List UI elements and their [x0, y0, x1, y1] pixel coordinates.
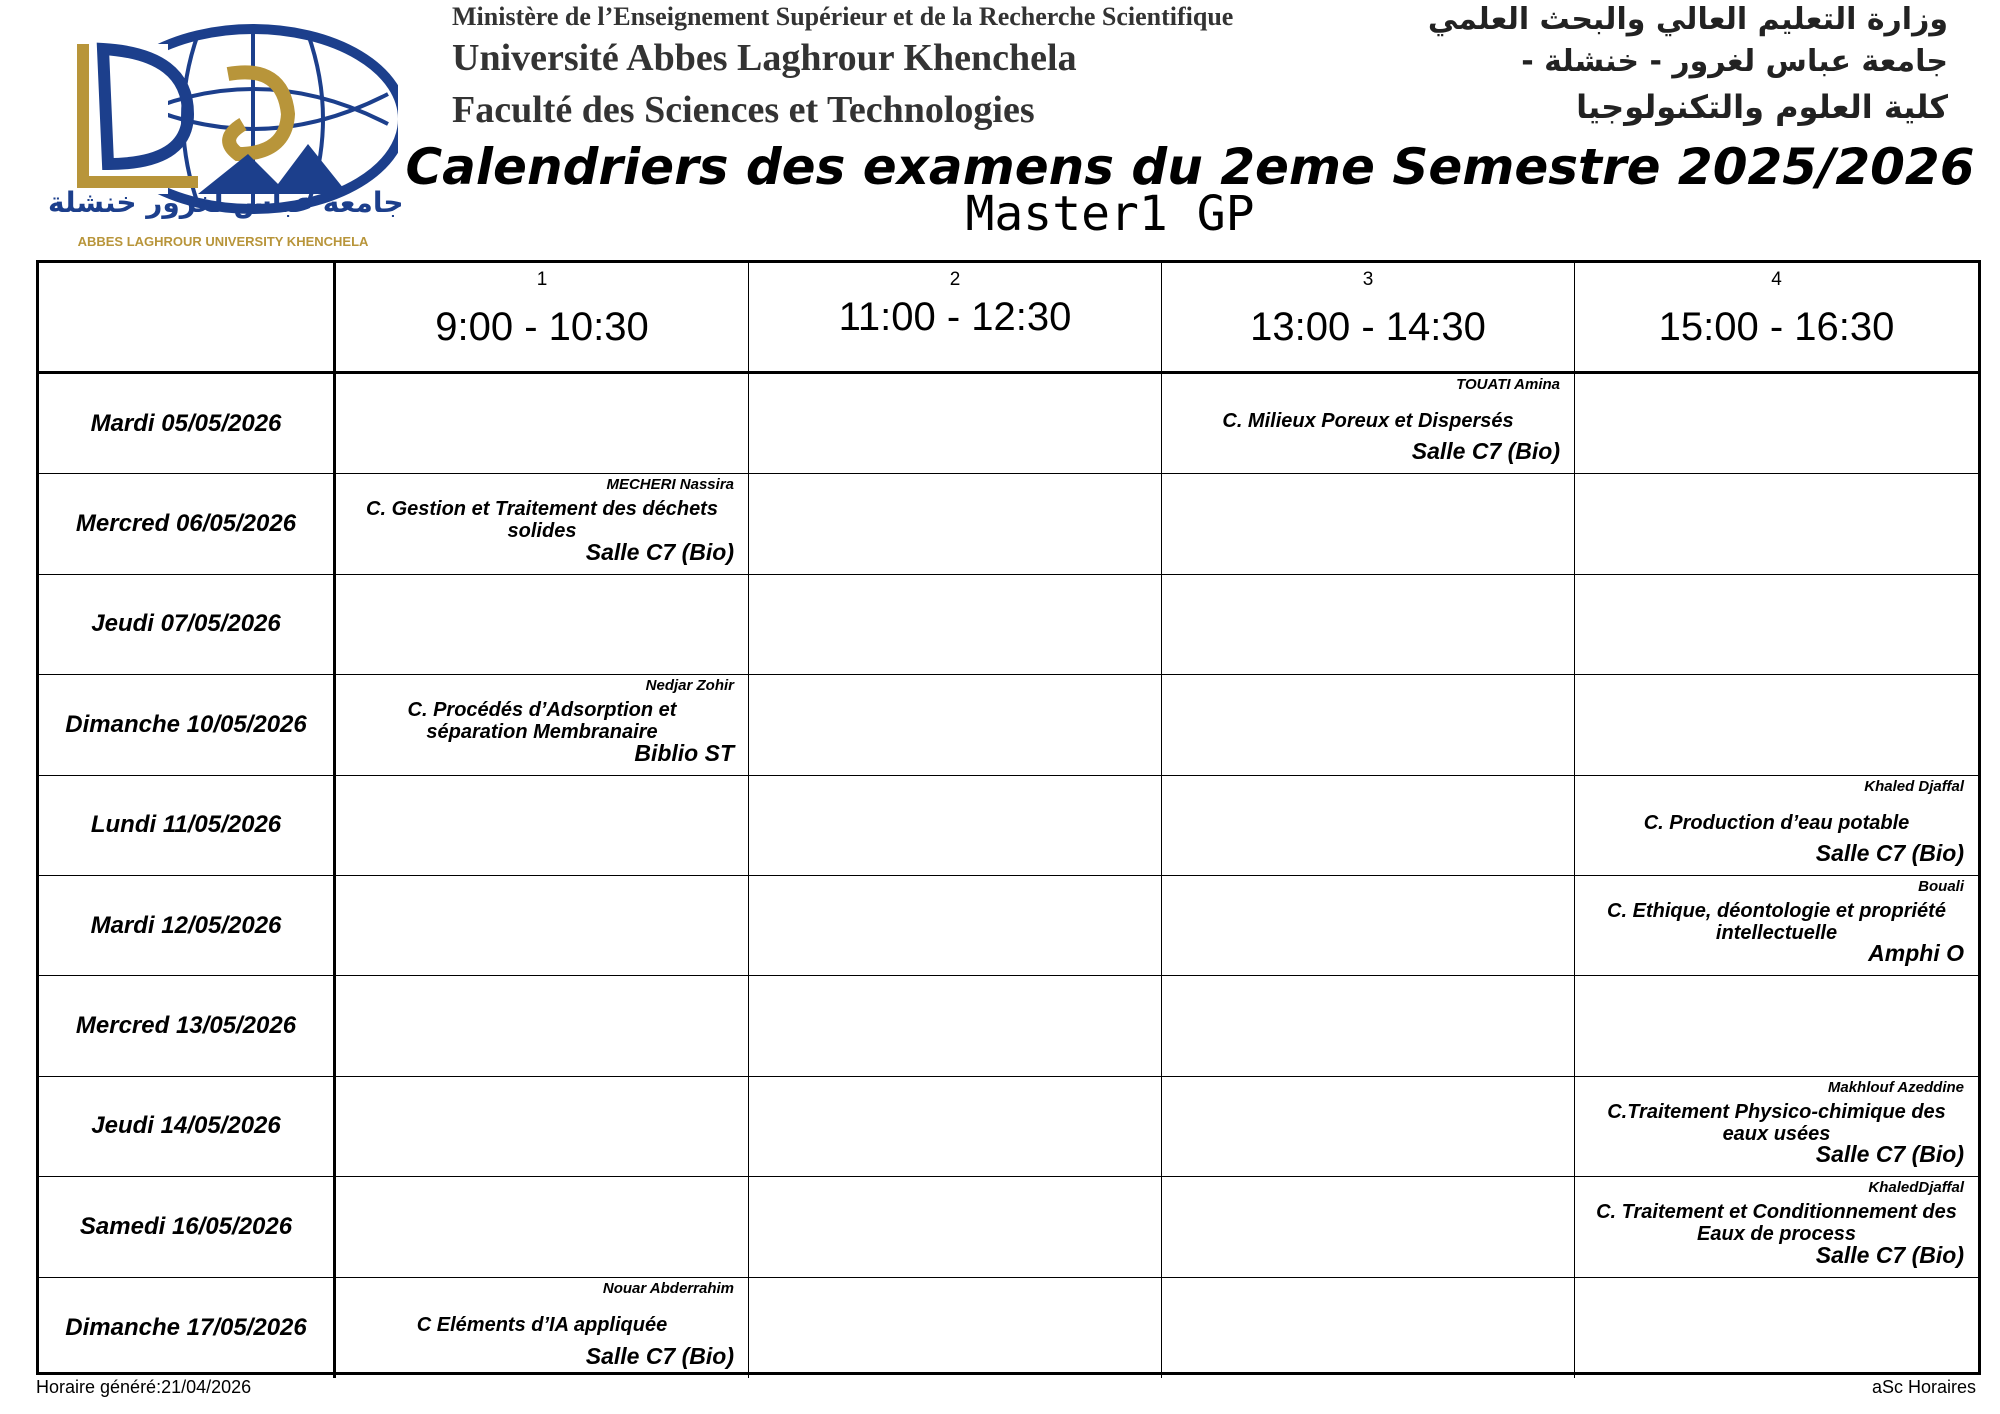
exam-teacher: Khaled Djaffal — [1864, 777, 1964, 795]
empty-slot — [749, 1077, 1162, 1177]
empty-slot — [749, 876, 1162, 976]
empty-slot — [1162, 474, 1575, 574]
slot-header — [749, 263, 1162, 374]
empty-slot — [749, 575, 1162, 675]
empty-slot — [1162, 1177, 1575, 1277]
day-label — [39, 1177, 336, 1277]
day-label — [39, 474, 336, 574]
day-label — [39, 1077, 336, 1177]
day-label-text: Dimanche 17/05/2026 — [65, 1313, 307, 1341]
slot-number: 2 — [949, 269, 961, 290]
exam-course: C Eléments d’IA appliquée — [416, 1313, 668, 1336]
empty-slot — [1162, 1278, 1575, 1378]
empty-slot — [749, 976, 1162, 1076]
exam-cell — [1575, 1177, 1978, 1277]
day-label — [39, 575, 336, 675]
empty-slot — [1575, 1278, 1978, 1378]
slot-time: 13:00 - 14:30 — [1250, 305, 1486, 349]
exam-room: Salle C7 (Bio) — [1815, 1141, 1964, 1168]
empty-slot — [336, 776, 749, 876]
exam-room: Salle C7 (Bio) — [1411, 438, 1560, 465]
slot-time: 11:00 - 12:30 — [838, 295, 1072, 339]
exam-cell — [1575, 1077, 1978, 1177]
exam-course: C. Procédés d’Adsorption et séparation Membranaire — [407, 699, 677, 744]
exam-cell — [336, 474, 749, 574]
empty-slot — [1162, 776, 1575, 876]
empty-slot — [1162, 675, 1575, 775]
exam-teacher: Bouali — [1918, 878, 1964, 895]
slot-time: 15:00 - 16:30 — [1658, 305, 1895, 349]
slot-number: 1 — [536, 269, 548, 290]
day-label — [39, 876, 336, 976]
empty-slot — [336, 976, 749, 1076]
day-label-text: Mercred 06/05/2026 — [75, 510, 297, 538]
exam-teacher: Nouar Abderrahim — [602, 1279, 734, 1297]
empty-slot — [1575, 474, 1978, 574]
empty-slot — [336, 876, 749, 976]
exam-room: Salle C7 (Bio) — [585, 538, 734, 565]
day-label — [39, 675, 336, 775]
empty-slot — [749, 675, 1162, 775]
day-label-text: Mardi 05/05/2026 — [90, 409, 282, 437]
logo-text-ar: جامعة عباس لغرور خنشلة — [48, 186, 404, 219]
faculty-fr: Faculté des Sciences et Technologies — [452, 89, 1035, 131]
exam-teacher: Nedjar Zohir — [645, 677, 734, 695]
exam-cell — [1575, 776, 1978, 876]
empty-slot — [1162, 876, 1575, 976]
empty-slot — [1575, 675, 1978, 775]
ministry-ar: وزارة التعليم العالي والبحث العلمي — [1427, 2, 1948, 37]
exam-teacher: Makhlouf Azeddine — [1827, 1078, 1964, 1096]
exam-teacher: KhaledDjaffal — [1868, 1179, 1964, 1197]
day-label-text: Mardi 12/05/2026 — [90, 911, 282, 939]
empty-slot — [1575, 575, 1978, 675]
slot-number: 4 — [1771, 269, 1782, 290]
exam-room: Amphi O — [1868, 940, 1964, 967]
empty-slot — [336, 374, 749, 474]
exam-room: Salle C7 (Bio) — [585, 1342, 734, 1369]
exam-cell — [1575, 876, 1978, 976]
exam-course: C. Milieux Poreux et Dispersés — [1222, 410, 1514, 432]
empty-slot — [1575, 374, 1978, 474]
page-subtitle: Master1 GP — [965, 186, 1255, 242]
exam-room: Biblio ST — [634, 739, 734, 766]
exam-teacher: MECHERI Nassira — [606, 476, 734, 494]
day-label — [39, 776, 336, 876]
corner-cell — [39, 263, 336, 374]
exam-course: C.Traitement Physico-chimique des eaux usées — [1607, 1100, 1946, 1145]
empty-slot — [749, 474, 1162, 574]
empty-slot — [1162, 976, 1575, 1076]
day-label-text: Dimanche 10/05/2026 — [65, 710, 307, 738]
empty-slot — [749, 1278, 1162, 1378]
exam-cell — [336, 1278, 749, 1378]
exam-cell — [336, 675, 749, 775]
ministry-fr: Ministère de l’Enseignement Supérieur et de la Recherche Scientifique — [452, 2, 1234, 31]
empty-slot — [336, 1077, 749, 1177]
day-label-text: Jeudi 14/05/2026 — [91, 1112, 281, 1140]
exam-timetable — [36, 260, 1981, 1375]
slot-header — [1575, 263, 1978, 374]
slot-number: 3 — [1362, 269, 1374, 290]
slot-time: 9:00 - 10:30 — [435, 305, 649, 349]
empty-slot — [749, 776, 1162, 876]
exam-course: C. Traitement et Conditionnement des Eaux de process — [1596, 1201, 1957, 1246]
day-label-text: Lundi 11/05/2026 — [90, 811, 282, 839]
empty-slot — [1162, 1077, 1575, 1177]
exam-course: C. Gestion et Traitement des déchets solides — [366, 498, 718, 543]
day-label-text: Samedi 16/05/2026 — [79, 1212, 293, 1240]
university-ar: جامعة عباس لغرور - خنشلة - — [1521, 44, 1948, 79]
exam-teacher: TOUATI Amina — [1456, 376, 1560, 393]
slot-header — [336, 263, 749, 374]
exam-cell — [1162, 374, 1575, 474]
day-label-text: Jeudi 07/05/2026 — [91, 610, 281, 638]
exam-course: C. Ethique, déontologie et propriété intellectuelle — [1607, 900, 1946, 944]
empty-slot — [336, 575, 749, 675]
faculty-ar: كلية العلوم والتكنولوجيا — [1576, 88, 1948, 126]
university-fr: Université Abbes Laghrour Khenchela — [452, 37, 1077, 79]
empty-slot — [336, 1177, 749, 1277]
day-label — [39, 374, 336, 474]
empty-slot — [1575, 976, 1978, 1076]
exam-room: Salle C7 (Bio) — [1815, 1241, 1964, 1268]
logo-text-en: ABBES LAGHROUR UNIVERSITY KHENCHELA — [77, 234, 369, 249]
university-logo — [48, 14, 404, 254]
day-label — [39, 1278, 336, 1378]
software-name: aSc Horaires — [1871, 1377, 1976, 1397]
empty-slot — [749, 374, 1162, 474]
empty-slot — [749, 1177, 1162, 1277]
exam-course: C. Production d’eau potable — [1643, 811, 1910, 834]
empty-slot — [1162, 575, 1575, 675]
slot-header — [1162, 263, 1575, 374]
day-label — [39, 976, 336, 1076]
generated-date: Horaire généré:21/04/2026 — [36, 1377, 252, 1397]
page-title: Calendriers des examens du 2eme Semestre 2025/2026 — [405, 138, 1975, 196]
exam-room: Salle C7 (Bio) — [1815, 839, 1964, 866]
day-label-text: Mercred 13/05/2026 — [75, 1012, 297, 1040]
